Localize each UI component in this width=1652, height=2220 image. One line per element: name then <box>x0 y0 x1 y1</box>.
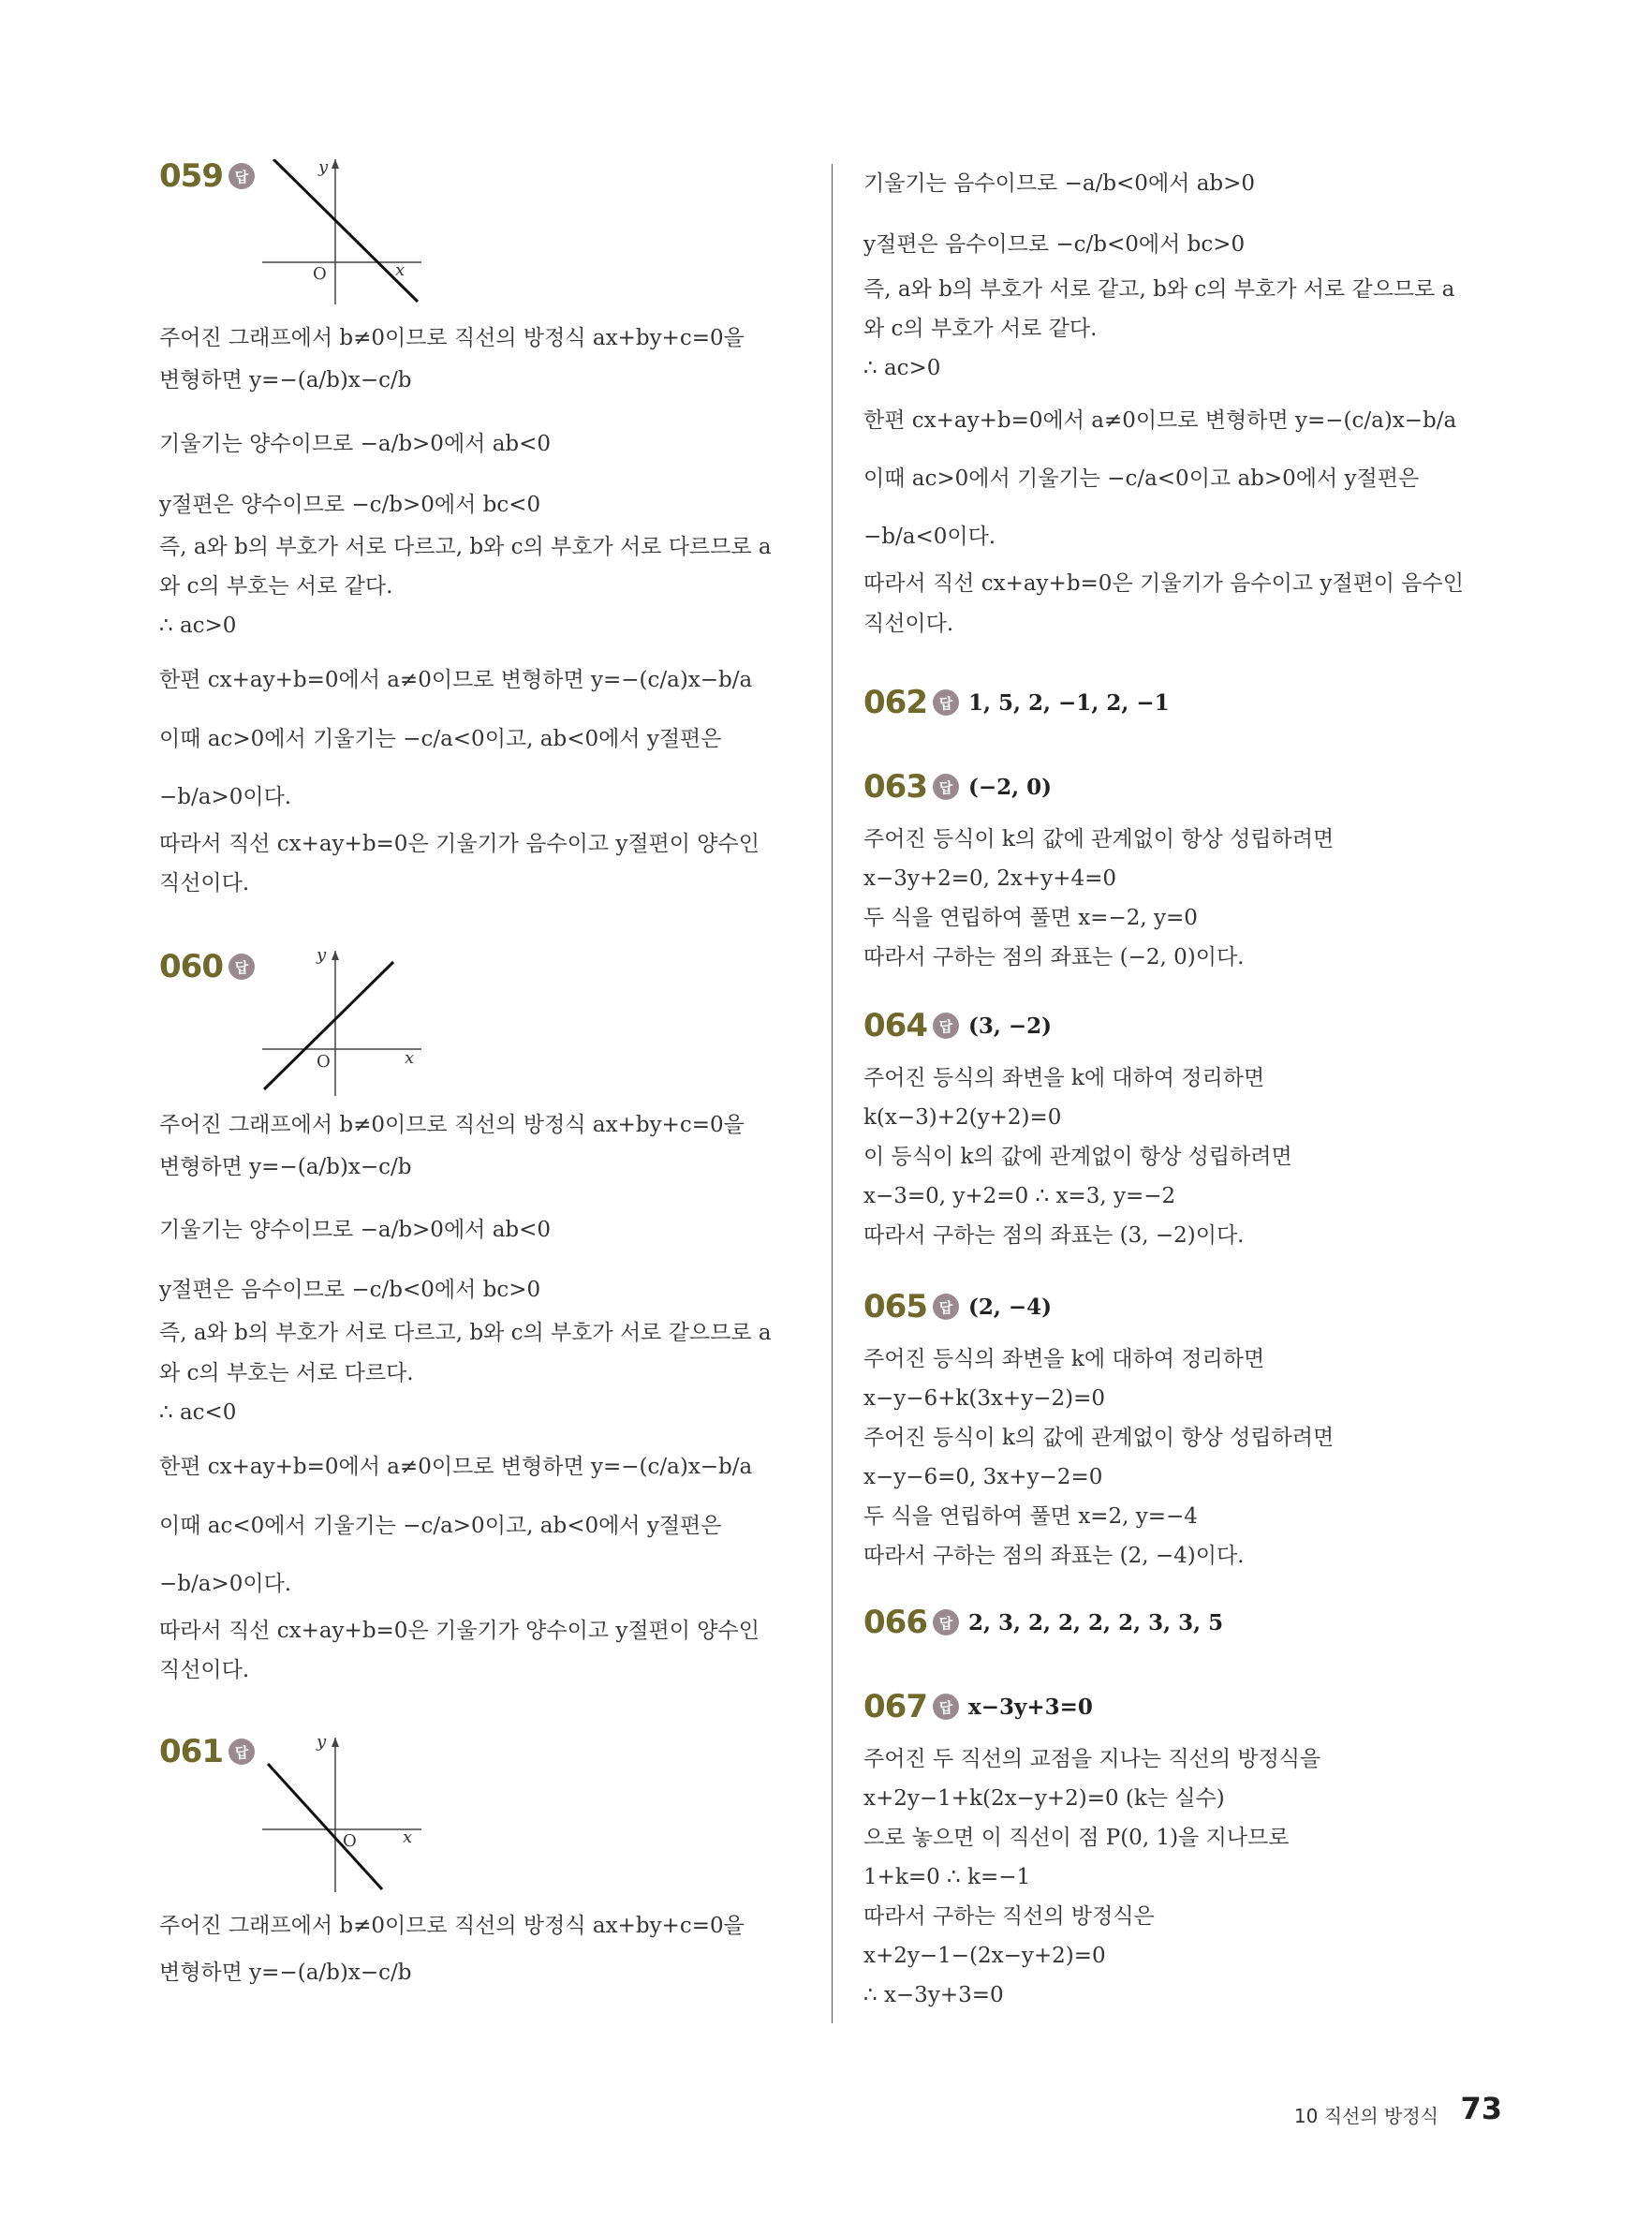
graph-061 <box>253 1732 421 1897</box>
solution-line: x−3=0, y+2=0 ∴ x=3, y=−2 <box>863 1184 1176 1208</box>
solution-line: 따라서 직선 cx+ay+b=0은 기울기가 음수이고 y절편이 음수인 <box>863 571 1464 596</box>
solution-line: 기울기는 음수이므로 −a/b<0에서 ab>0 <box>863 171 1256 196</box>
problem-064-header <box>863 1007 1052 1044</box>
solution-line: 주어진 그래프에서 b≠0이므로 직선의 방정식 ax+by+c=0을 <box>159 1113 745 1137</box>
answer-text: (2, −4) <box>967 1294 1053 1320</box>
page-number: 73 <box>1460 2091 1502 2126</box>
axis-x-label: x <box>405 1048 415 1068</box>
origin-label: O <box>317 1052 331 1072</box>
solution-line: 주어진 등식의 좌변을 k에 대하여 정리하면 <box>863 1066 1265 1090</box>
solution-line: 이때 ac<0에서 기울기는 −c/a>0이고, ab<0에서 y절편은 <box>159 1514 722 1538</box>
axis-y-label: y <box>317 945 327 965</box>
solution-line: ∴ ac<0 <box>159 1400 237 1425</box>
solution-line: 즉, a와 b의 부호가 서로 다르고, b와 c의 부호가 서로 다르므로 a <box>159 535 772 559</box>
solution-line: 주어진 등식이 k의 값에 관계없이 항상 성립하려면 <box>863 1426 1335 1450</box>
solution-line: 따라서 구하는 점의 좌표는 (3, −2)이다. <box>863 1223 1245 1248</box>
problem-number: 063 <box>863 768 927 806</box>
solution-line: 이 등식이 k의 값에 관계없이 항상 성립하려면 <box>863 1145 1292 1169</box>
solution-line: 직선이다. <box>863 612 954 636</box>
problem-063-header <box>863 768 1052 806</box>
answer-badge-icon: 답 <box>229 163 255 189</box>
solution-line: 즉, a와 b의 부호가 서로 다르고, b와 c의 부호가 서로 같으므로 a <box>159 1321 772 1345</box>
answer-badge-icon: 답 <box>229 1739 255 1765</box>
problem-number: 067 <box>863 1688 927 1725</box>
solution-line: 주어진 그래프에서 b≠0이므로 직선의 방정식 ax+by+c=0을 <box>159 1914 745 1938</box>
solution-line: 직선이다. <box>159 1658 250 1682</box>
problem-number: 060 <box>159 948 223 985</box>
solution-line: 변형하면 y=−(a/b)x−c/b <box>159 1961 412 1985</box>
solution-line: y절편은 음수이므로 −c/b<0에서 bc>0 <box>159 1278 541 1302</box>
axis-x-label: x <box>403 1828 413 1847</box>
solution-line: y절편은 양수이므로 −c/b>0에서 bc<0 <box>159 493 541 517</box>
solution-line: k(x−3)+2(y+2)=0 <box>863 1105 1062 1130</box>
problem-059-header <box>159 157 255 195</box>
solution-line: 기울기는 양수이므로 −a/b>0에서 ab<0 <box>159 1218 552 1242</box>
solution-line: 이때 ac>0에서 기울기는 −c/a<0이고 ab>0에서 y절편은 <box>863 466 1420 491</box>
solution-line: y절편은 음수이므로 −c/b<0에서 bc>0 <box>863 232 1246 257</box>
solution-line: 따라서 구하는 점의 좌표는 (−2, 0)이다. <box>863 945 1245 969</box>
column-divider <box>832 164 833 2023</box>
solution-line: 이때 ac>0에서 기울기는 −c/a<0이고, ab<0에서 y절편은 <box>159 727 722 751</box>
solution-line: 한편 cx+ay+b=0에서 a≠0이므로 변형하면 y=−(c/a)x−b/a <box>863 408 1457 433</box>
origin-label: O <box>313 264 327 284</box>
solution-line: −b/a>0이다. <box>159 1572 292 1596</box>
solution-line: 두 식을 연립하여 풀면 x=−2, y=0 <box>863 906 1198 930</box>
problem-060-header <box>159 948 255 985</box>
solution-line: x+2y−1+k(2x−y+2)=0 (k는 실수) <box>863 1786 1225 1811</box>
solution-line: ∴ x−3y+3=0 <box>863 1983 1004 2007</box>
solution-line: 주어진 그래프에서 b≠0이므로 직선의 방정식 ax+by+c=0을 <box>159 326 745 350</box>
solution-line: 한편 cx+ay+b=0에서 a≠0이므로 변형하면 y=−(c/a)x−b/a <box>159 668 753 692</box>
solution-line: x+2y−1−(2x−y+2)=0 <box>863 1944 1106 1968</box>
problem-number: 062 <box>863 684 927 721</box>
answer-text: 1, 5, 2, −1, 2, −1 <box>967 689 1170 716</box>
solution-line: 따라서 구하는 직선의 방정식은 <box>863 1904 1155 1929</box>
axis-y-label: y <box>317 1732 327 1752</box>
chapter-title: 10 직선의 방정식 <box>1293 2105 1438 2127</box>
graph-060 <box>253 945 421 1101</box>
problem-number: 065 <box>863 1288 927 1325</box>
solution-line: ∴ ac>0 <box>863 356 941 380</box>
solution-line: ∴ ac>0 <box>159 614 237 638</box>
solution-line: 한편 cx+ay+b=0에서 a≠0이므로 변형하면 y=−(c/a)x−b/a <box>159 1455 753 1479</box>
solution-line: 두 식을 연립하여 풀면 x=2, y=−4 <box>863 1504 1198 1529</box>
solution-line: 주어진 등식이 k의 값에 관계없이 항상 성립하려면 <box>863 827 1335 851</box>
solution-line: 따라서 직선 cx+ay+b=0은 기울기가 양수이고 y절편이 양수인 <box>159 1619 760 1643</box>
problem-number: 059 <box>159 157 223 195</box>
solution-line: x−y−6=0, 3x+y−2=0 <box>863 1465 1103 1489</box>
answer-badge-icon: 답 <box>933 1609 959 1635</box>
answer-badge-icon: 답 <box>933 1013 959 1039</box>
solution-line: x−y−6+k(3x+y−2)=0 <box>863 1386 1105 1411</box>
solution-line: 직선이다. <box>159 871 250 895</box>
solution-line: 주어진 두 직선의 교점을 지나는 직선의 방정식을 <box>863 1747 1321 1771</box>
axis-x-label: x <box>395 260 406 280</box>
solution-line: 와 c의 부호가 서로 같다. <box>863 317 1098 341</box>
solution-line: 기울기는 양수이므로 −a/b>0에서 ab<0 <box>159 432 552 456</box>
problem-number: 066 <box>863 1604 927 1641</box>
answer-text: (−2, 0) <box>967 774 1053 800</box>
solution-line: 따라서 구하는 점의 좌표는 (2, −4)이다. <box>863 1544 1245 1568</box>
solution-line: −b/a>0이다. <box>159 785 292 809</box>
solution-line: −b/a<0이다. <box>863 525 996 549</box>
problem-066-header <box>863 1604 1223 1641</box>
answer-badge-icon: 답 <box>229 954 255 980</box>
problem-061-header <box>159 1733 255 1770</box>
solution-line: 변형하면 y=−(a/b)x−c/b <box>159 1155 412 1179</box>
problem-062-header <box>863 684 1170 721</box>
solution-line: 와 c의 부호는 서로 다르다. <box>159 1361 414 1385</box>
problem-number: 061 <box>159 1733 223 1770</box>
problem-065-header <box>863 1288 1052 1325</box>
graph-059 <box>253 159 421 309</box>
problem-067-header <box>863 1688 1093 1725</box>
answer-text: x−3y+3=0 <box>967 1694 1093 1720</box>
solution-line: 으로 놓으면 이 직선이 점 P(0, 1)을 지나므로 <box>863 1826 1290 1850</box>
problem-number: 064 <box>863 1007 927 1044</box>
solution-line: 따라서 직선 cx+ay+b=0은 기울기가 음수이고 y절편이 양수인 <box>159 832 760 856</box>
solution-line: 1+k=0 ∴ k=−1 <box>863 1865 1031 1889</box>
origin-label: O <box>343 1831 357 1851</box>
answer-text: (3, −2) <box>967 1013 1053 1039</box>
solution-line: 주어진 등식의 좌변을 k에 대하여 정리하면 <box>863 1347 1265 1371</box>
answer-badge-icon: 답 <box>933 1294 959 1320</box>
answer-badge-icon: 답 <box>933 1694 959 1720</box>
solution-line: 즉, a와 b의 부호가 서로 같고, b와 c의 부호가 서로 같으므로 a <box>863 277 1455 302</box>
answer-badge-icon: 답 <box>933 689 959 716</box>
solution-line: 와 c의 부호는 서로 같다. <box>159 574 393 599</box>
answer-text: 2, 3, 2, 2, 2, 2, 3, 3, 5 <box>967 1609 1224 1635</box>
solution-line: x−3y+2=0, 2x+y+4=0 <box>863 866 1116 891</box>
axis-y-label: y <box>318 157 329 177</box>
answer-badge-icon: 답 <box>933 774 959 800</box>
solution-line: 변형하면 y=−(a/b)x−c/b <box>159 368 412 392</box>
